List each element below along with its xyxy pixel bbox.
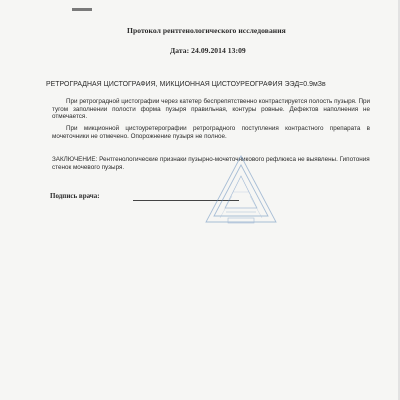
document-date: Дата: 24.09.2014 13:09 — [170, 46, 246, 55]
findings-text-2: При микционной цистоуретерографии ретроградного поступления контрастного препарата в мочеточники не отмечено. Опорожнение пузыря не полное. — [52, 125, 370, 140]
scan-mark — [72, 8, 92, 11]
exam-title: РЕТРОГРАДНАЯ ЦИСТОГРАФИЯ, МИКЦИОННАЯ ЦИСТОУРЕОГРАФИЯ ЭЭД=0.9мЗв — [46, 81, 326, 88]
signature-label: Подпись врача: — [50, 192, 100, 200]
clinic-stamp — [202, 152, 280, 230]
findings-paragraph-2 — [52, 125, 370, 140]
document-title: Протокол рентгенологического исследования — [127, 26, 286, 35]
findings-paragraph-1 — [52, 98, 370, 121]
conclusion-text: ЗАКЛЮЧЕНИЕ: Рентгенологические признаки пузырно-мочеточникового рефлюкса не выявлены. Гипотония стенок мочевого пузыря. — [52, 156, 370, 171]
findings-text-1: При ретроградной цистографии через катетер беспрепятственно контрастируется полость пузыря. При тугом заполнении полости форма пузыря правильная, контуры ровные. Дефектов наполнения не отмечается. — [52, 98, 370, 121]
